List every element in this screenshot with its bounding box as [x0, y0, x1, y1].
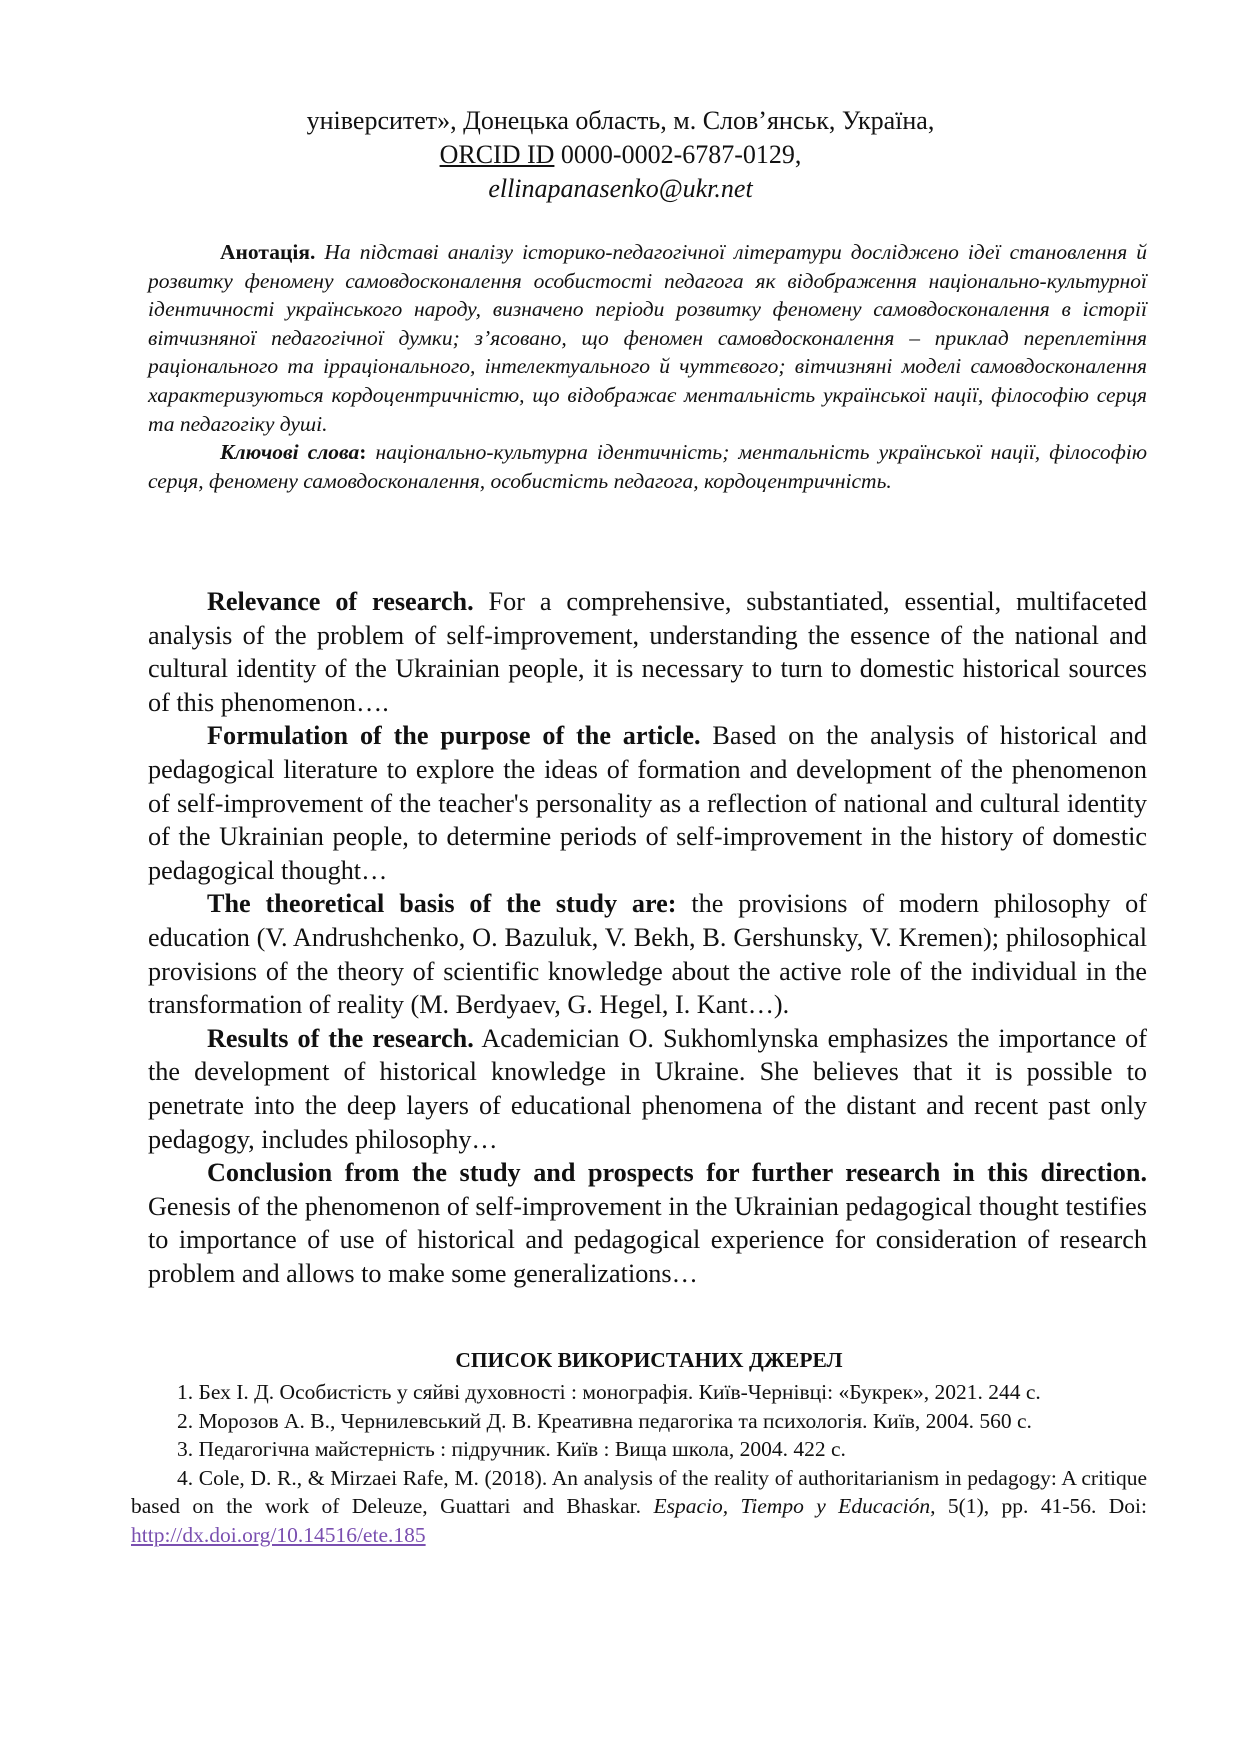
reference-rest: 5(1), pp. 41-56. Doi:	[935, 1494, 1147, 1519]
abstract-paragraph	[148, 238, 1147, 438]
abstract-text: На підставі аналізу історико-педагогічної літератури досліджено ідеї становлення й розвитку феномену самовдосконалення особистості педагога як відображення національно-культурної ідентичності українського народу, визначено періоди розвитку феномену самовдосконалення в історії вітчизняної педагогічної думки; з’ясовано, що феномен самовдосконалення – приклад переплетіння раціонального та ірраціонального, інтелектуального й чуттєвого; вітчизняні моделі самовдосконалення характеризуються кордоцентричністю, що відображає ментальність української нації, філософію серця та педагогіку душі.	[148, 240, 1147, 436]
orcid-label[interactable]: ORCID ID	[439, 140, 555, 169]
reference-item: 2. Морозов А. В., Чернилевський Д. В. Креативна педагогіка та психологія. Київ, 2004. 560 с.	[177, 1408, 1032, 1433]
section-text: For a comprehensive, substantiated, essential, multifaceted analysis of the problem of self-improvement, understanding the essence of the national and cultural identity of the Ukrainian people, it is necessary to turn to domestic historical sources of this phenomenon….	[148, 587, 1147, 717]
affiliation-line: університет», Донецька область, м. Слов’янськ, Україна,	[306, 106, 935, 135]
section-conclusion	[148, 1156, 1147, 1290]
keywords-label: Ключові слова	[220, 440, 360, 465]
author-header	[0, 104, 1241, 206]
section-text: Academician O. Sukhomlynska emphasizes the importance of the development of historical knowledge in Ukraine. She believes that it is possible to penetrate into the deep layers of educational phenomena of the distant and recent past only pedagogy, includes philosophy…	[148, 1023, 1147, 1154]
keywords-text: національно-культурна ідентичність; ментальність української нації, філософію серця, феномену самовдосконалення, особистість педагога, кордоцентричність.	[148, 440, 1148, 493]
section-text: Based on the analysis of historical and pedagogical literature to explore the ideas of formation and development of the phenomenon of self-improvement of the teacher's personality as a reflection of national and cultural identity of the Ukrainian people, to determine periods of self-improvement in the history of domestic pedagogical thought…	[148, 721, 1148, 885]
reference-item: 3. Педагогічна майстерність : підручник. Київ : Вища школа, 2004. 422 с.	[177, 1437, 846, 1462]
references-list	[131, 1378, 1147, 1550]
section-text: Genesis of the phenomenon of self-improvement in the Ukrainian pedagogical thought testifies to importance of use of historical and pedagogical experience for consideration of research problem and allows to make some generalizations…	[148, 1191, 1147, 1288]
keywords-colon: :	[359, 440, 367, 465]
section-heading: Conclusion from the study and prospects for further research in this direction.	[207, 1158, 1147, 1188]
reference-journal: Espacio, Tiempo y Educación,	[653, 1494, 936, 1519]
orcid-value: 0000-0002-6787-0129,	[554, 140, 802, 169]
reference-item: 1. Бех І. Д. Особистість у сяйві духовності : монографія. Київ-Чернівці: «Букрек», 2021. 244 с.	[177, 1380, 1041, 1404]
section-results	[148, 1022, 1147, 1156]
section-heading: Results of the research.	[207, 1023, 474, 1053]
reference-text: 4. Cole, D. R., & Mirzaei Rafe, M. (2018). An analysis of the reality of authoritarianism in pedagogy: A critique based on the work of Deleuze, Guattari and Bhaskar.	[131, 1465, 1147, 1519]
section-text: the provisions of modern philosophy of education (V. Andrushchenko, O. Bazuluk, V. Bekh, B. Gershunsky, V. Kremen); philosophical provisions of the theory of scientific knowledge about the active role of the individual in the transformation of reality (M. Berdyaev, G. Hegel, I. Kant…).	[148, 889, 1147, 1020]
abstract-label: Анотація.	[220, 240, 316, 264]
article-summary	[148, 585, 1147, 1290]
doi-link[interactable]: http://dx.doi.org/10.14516/ete.185	[131, 1522, 426, 1547]
references-title: СПИСОК ВИКОРИСТАНИХ ДЖЕРЕЛ	[455, 1348, 843, 1372]
section-relevance	[148, 585, 1147, 719]
keywords-paragraph	[148, 438, 1147, 495]
section-heading: Formulation of the purpose of the article.	[207, 721, 701, 751]
author-email[interactable]: ellinapanasenko@ukr.net	[488, 174, 753, 203]
abstract-block	[148, 238, 1147, 495]
orcid-line	[0, 138, 1241, 172]
section-theoretical-basis	[148, 887, 1147, 1021]
section-purpose	[148, 719, 1147, 887]
reference-item	[131, 1464, 1147, 1550]
section-heading: Relevance of research.	[207, 587, 474, 616]
section-heading: The theoretical basis of the study are:	[207, 889, 677, 919]
